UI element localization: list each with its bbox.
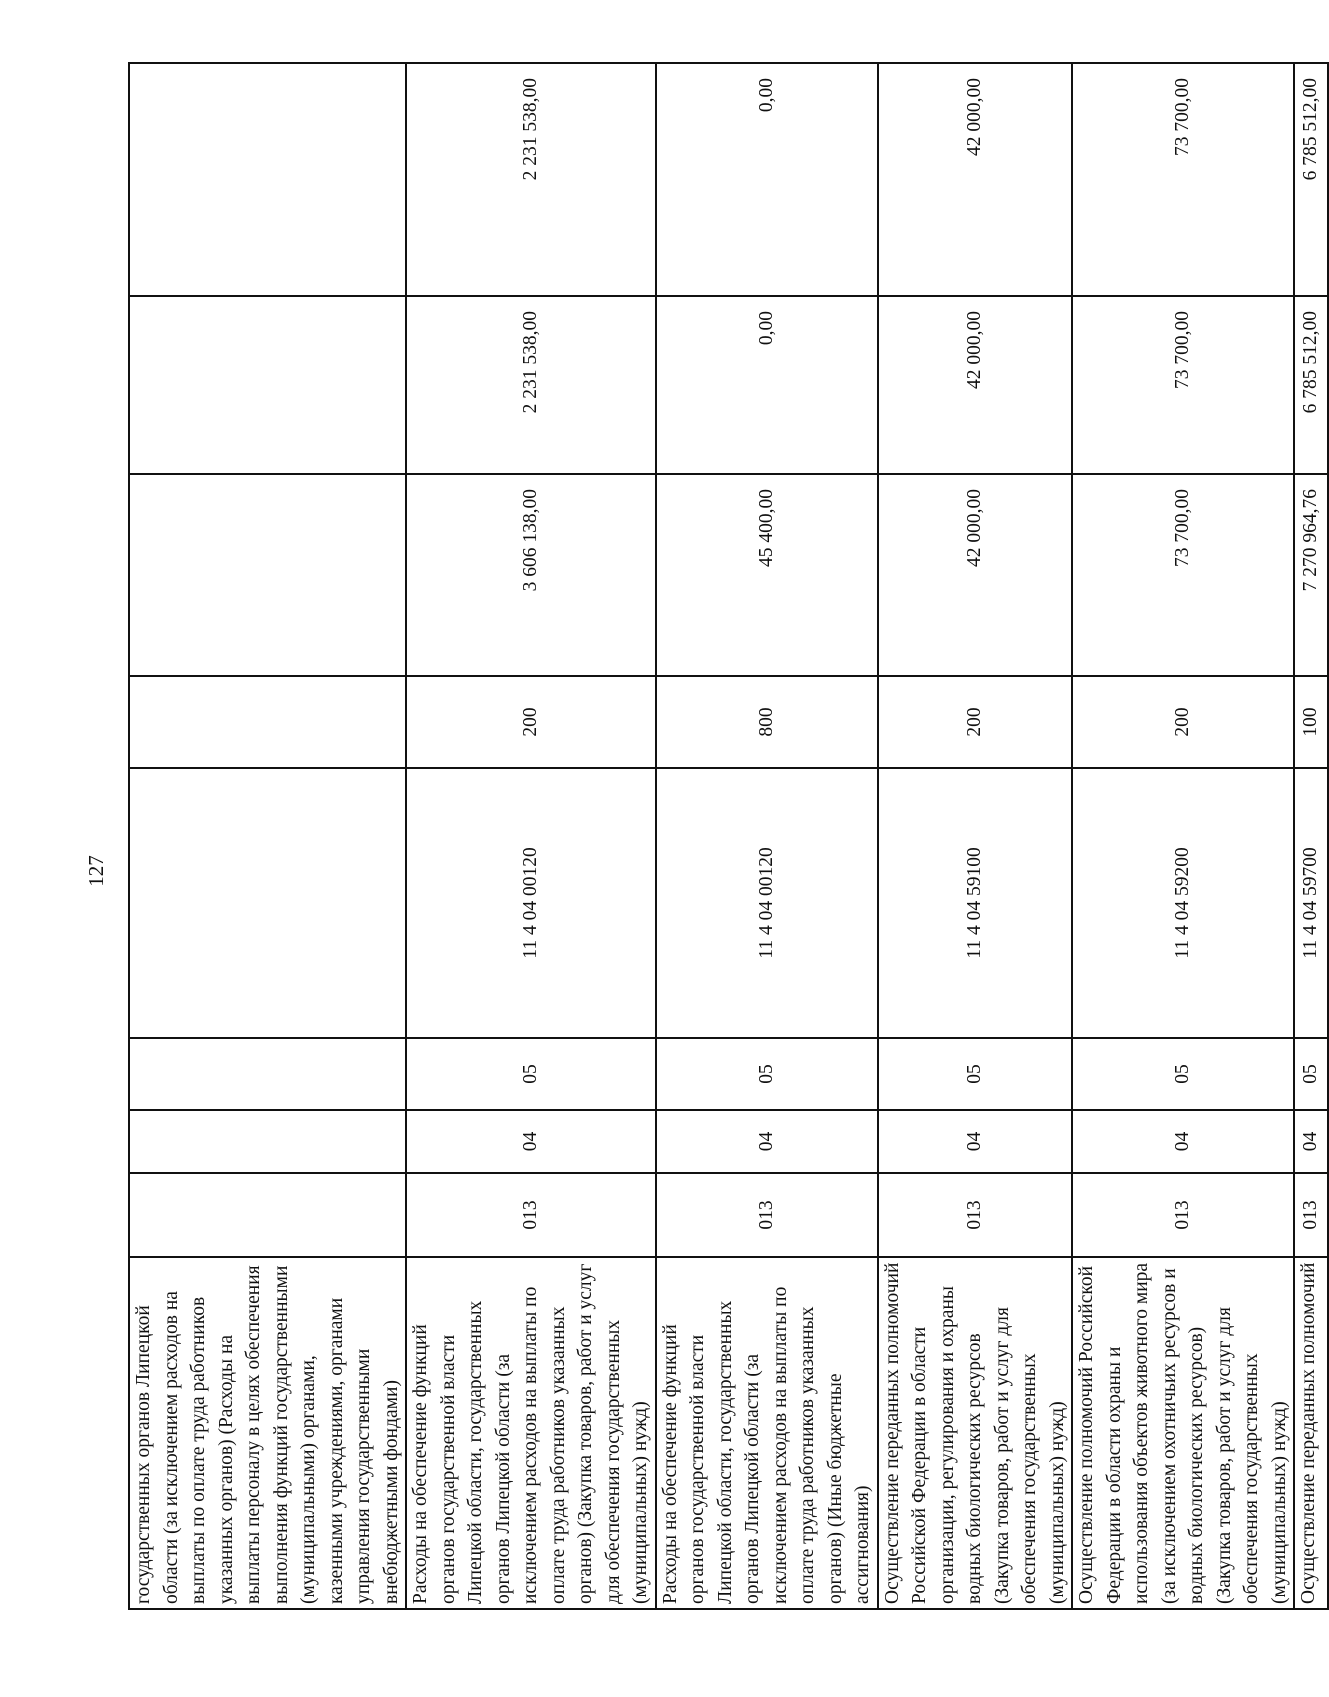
section-code: 04 [406,1110,656,1173]
table-row [129,63,406,1609]
amount-year-1: 45 400,00 [656,474,878,676]
table-row [656,63,878,1609]
row-description: Расходы на обеспечение функций органов государственной власти Липецкой области, государственных органов Липецкой области (за исключением расходов на выплаты по оплате труда работников указанных органов) (Закупка товаров, работ и услуг для обеспечения государственных (муниципальных) нужд) [406,1257,656,1609]
amount-year-2: 2 231 538,00 [406,296,656,474]
amount-year-3 [129,63,406,296]
subsection-code [129,1038,406,1110]
amount-year-3: 6 785 512,00 [1294,63,1328,296]
row-description: государственных органов Липецкой области (за исключением расходов на выплаты по оплате труда работников указанных органов) (Расходы на выплаты персоналу в целях обеспечения выполнения функций государственными (муниципальными) органами, казенными учреждениями, органами управления государственными внебюджетными фондами) [129,1257,406,1609]
table-row [1072,63,1294,1609]
ministry-code: 013 [878,1173,1073,1257]
target-article-code: 11 4 04 00120 [656,768,878,1038]
expense-type-code: 200 [1072,676,1294,768]
target-article-code: 11 4 04 00120 [406,768,656,1038]
amount-year-1: 3 606 138,00 [406,474,656,676]
target-article-code: 11 4 04 59700 [1294,768,1328,1038]
budget-table [128,62,1329,1610]
budget-table-rotated [128,64,1322,1610]
expense-type-code: 800 [656,676,878,768]
target-article-code: 11 4 04 59200 [1072,768,1294,1038]
section-code: 04 [878,1110,1073,1173]
row-description: Расходы на обеспечение функций органов государственной власти Липецкой области, государственных органов Липецкой области (за исключением расходов на выплаты по оплате труда работников указанных органов) (Иные бюджетные ассигнования) [656,1257,878,1609]
ministry-code: 013 [1294,1173,1328,1257]
amount-year-3: 2 231 538,00 [406,63,656,296]
ministry-code: 013 [406,1173,656,1257]
subsection-code: 05 [406,1038,656,1110]
amount-year-1: 7 270 964,76 [1294,474,1328,676]
amount-year-3: 42 000,00 [878,63,1073,296]
expense-type-code: 200 [878,676,1073,768]
amount-year-2: 42 000,00 [878,296,1073,474]
amount-year-2 [129,296,406,474]
table-row [406,63,656,1609]
amount-year-3: 73 700,00 [1072,63,1294,296]
row-description: Осуществление полномочий Российской Федерации в области охраны и использования объектов животного мира (за исключением охотничьих ресурсов и водных биологических ресурсов) (Закупка товаров, работ и услуг для обеспечения государственных (муниципальных) нужд) [1072,1257,1294,1609]
row-description: Осуществление переданных полномочий [1294,1257,1328,1609]
expense-type-code [129,676,406,768]
table-row [1294,63,1328,1609]
subsection-code: 05 [656,1038,878,1110]
target-article-code: 11 4 04 59100 [878,768,1073,1038]
target-article-code [129,768,406,1038]
expense-type-code: 200 [406,676,656,768]
amount-year-3: 0,00 [656,63,878,296]
amount-year-1: 73 700,00 [1072,474,1294,676]
section-code: 04 [656,1110,878,1173]
section-code: 04 [1294,1110,1328,1173]
amount-year-2: 0,00 [656,296,878,474]
amount-year-1: 42 000,00 [878,474,1073,676]
section-code [129,1110,406,1173]
section-code: 04 [1072,1110,1294,1173]
amount-year-1 [129,474,406,676]
subsection-code: 05 [1294,1038,1328,1110]
subsection-code: 05 [1072,1038,1294,1110]
expense-type-code: 100 [1294,676,1328,768]
ministry-code: 013 [656,1173,878,1257]
subsection-code: 05 [878,1038,1073,1110]
row-description: Осуществление переданных полномочий Российской Федерации в области организации, регулирования и охраны водных биологических ресурсов (Закупка товаров, работ и услуг для обеспечения государственных (муниципальных) нужд) [878,1257,1073,1609]
page-number: 127 [84,855,108,887]
ministry-code [129,1173,406,1257]
table-row [878,63,1073,1609]
amount-year-2: 73 700,00 [1072,296,1294,474]
amount-year-2: 6 785 512,00 [1294,296,1328,474]
ministry-code: 013 [1072,1173,1294,1257]
